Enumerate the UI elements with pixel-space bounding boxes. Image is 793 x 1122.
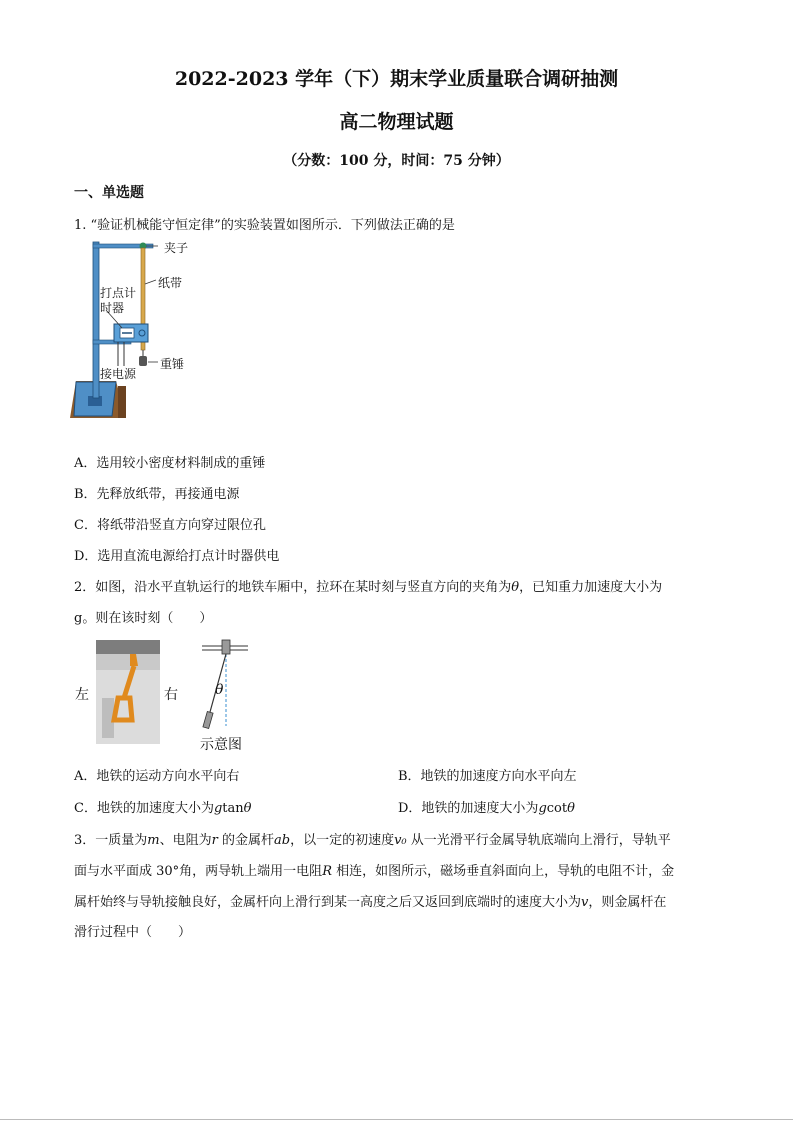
exam-title: 2022-2023 学年（下）期末学业质量联合调研抽测 xyxy=(174,68,619,90)
q3-l2a: 面与水平面成 30°角，两导轨上端用一电阻 xyxy=(74,864,323,879)
q3-line2 xyxy=(74,860,674,879)
label-theta: θ xyxy=(215,682,224,698)
q3-l1c: 的金属杆 xyxy=(217,833,274,848)
q1-option-b: B．先释放纸带，再接通电源 xyxy=(74,487,240,502)
q3-l1b: 、电阻为 xyxy=(159,833,212,848)
handle-block xyxy=(203,711,213,728)
page-bottom-rule xyxy=(0,1119,793,1120)
q2-option-c-func: tan xyxy=(222,801,244,816)
label-tape: 纸带 xyxy=(158,276,183,290)
label-power: 接电源 xyxy=(100,367,137,381)
q2-option-c-prefix: C．地铁的加速度大小为 xyxy=(74,801,214,816)
q2-stem-1b: ，已知重力加速度大小为 xyxy=(519,580,663,595)
apparatus-diagram xyxy=(70,236,200,422)
tape-leader xyxy=(145,280,156,284)
q3-l3a: 属杆始终与导轨接触良好，金属杆向上滑行到某一高度之后又返回到底端时的速度大小为 xyxy=(74,895,582,910)
q3-line4: 滑行过程中（ ） xyxy=(74,925,192,940)
q2-stem-1a: 2．如图，沿水平直轨运行的地铁车厢中，拉环在某时刻与竖直方向的夹角为 xyxy=(74,580,512,595)
label-clip: 夹子 xyxy=(164,241,189,255)
q2-option-d-func: cot xyxy=(546,801,568,816)
q3-l3b: ，则金属杆在 xyxy=(588,895,667,910)
q2-stem-line2: g。则在该时刻（ ） xyxy=(74,611,213,626)
q3-l1a: 3．一质量为 xyxy=(74,833,148,848)
q2-option-c xyxy=(74,797,251,816)
q3-line1 xyxy=(74,829,671,848)
q2-stem-line1 xyxy=(74,576,662,595)
q2-option-b: B．地铁的加速度方向水平向左 xyxy=(398,769,577,784)
q2-option-a: A．地铁的运动方向水平向右 xyxy=(74,769,240,784)
q3-r: r xyxy=(211,833,218,848)
q1-figure xyxy=(70,236,200,422)
table-leg xyxy=(118,386,126,418)
label-right: 右 xyxy=(164,687,178,703)
q3-l2b: 相连，如图所示，磁场垂直斜面向上，导轨的电阻不计，金 xyxy=(331,864,675,879)
q2-option-c-g: g xyxy=(213,801,223,816)
q1-option-a: A．选用较小密度材料制成的重锤 xyxy=(74,456,266,471)
label-left: 左 xyxy=(75,687,89,703)
q1-option-c: C．将纸带沿竖直方向穿过限位孔 xyxy=(74,518,266,533)
weight-body xyxy=(139,356,147,366)
q3-v: v xyxy=(581,895,589,910)
handle-photo xyxy=(96,640,160,744)
label-weight: 重锤 xyxy=(160,357,185,371)
label-timer-2: 时器 xyxy=(100,301,125,315)
q2-figure xyxy=(72,636,262,754)
q3-l1e: 从一光滑平行金属导轨底端向上滑行，导轨平 xyxy=(406,833,671,848)
q2-option-d-g: g xyxy=(538,801,547,816)
q3-ab: ab xyxy=(273,833,291,848)
label-timer-1: 打点计 xyxy=(100,286,137,300)
q1-option-d: D．选用直流电源给打点计时器供电 xyxy=(74,549,280,564)
q2-theta: θ xyxy=(511,580,520,595)
schematic-diagram xyxy=(198,636,254,736)
q2-option-d xyxy=(398,797,575,816)
hanger-block xyxy=(222,640,230,654)
q3-l1d: ，以一定的初速度 xyxy=(290,833,395,848)
exam-info: （分数：100 分，时间：75 分钟） xyxy=(283,153,510,169)
q1-stem: 1. “验证机械能守恒定律”的实验装置如图所示．下列做法正确的是 xyxy=(74,218,455,233)
q2-option-d-theta: θ xyxy=(567,801,575,816)
label-schematic: 示意图 xyxy=(200,737,242,753)
q3-R: R xyxy=(322,864,332,879)
photo-rail xyxy=(96,640,160,654)
stand-rod xyxy=(93,242,99,398)
section-title: 一、单选题 xyxy=(74,185,144,201)
exam-subtitle: 高二物理试题 xyxy=(339,111,454,133)
q3-v0: v₀ xyxy=(394,833,407,848)
q3-line3 xyxy=(74,891,666,910)
q3-m: m xyxy=(147,833,160,848)
q2-option-d-prefix: D．地铁的加速度大小为 xyxy=(398,801,539,816)
q2-option-c-theta: θ xyxy=(243,801,252,816)
